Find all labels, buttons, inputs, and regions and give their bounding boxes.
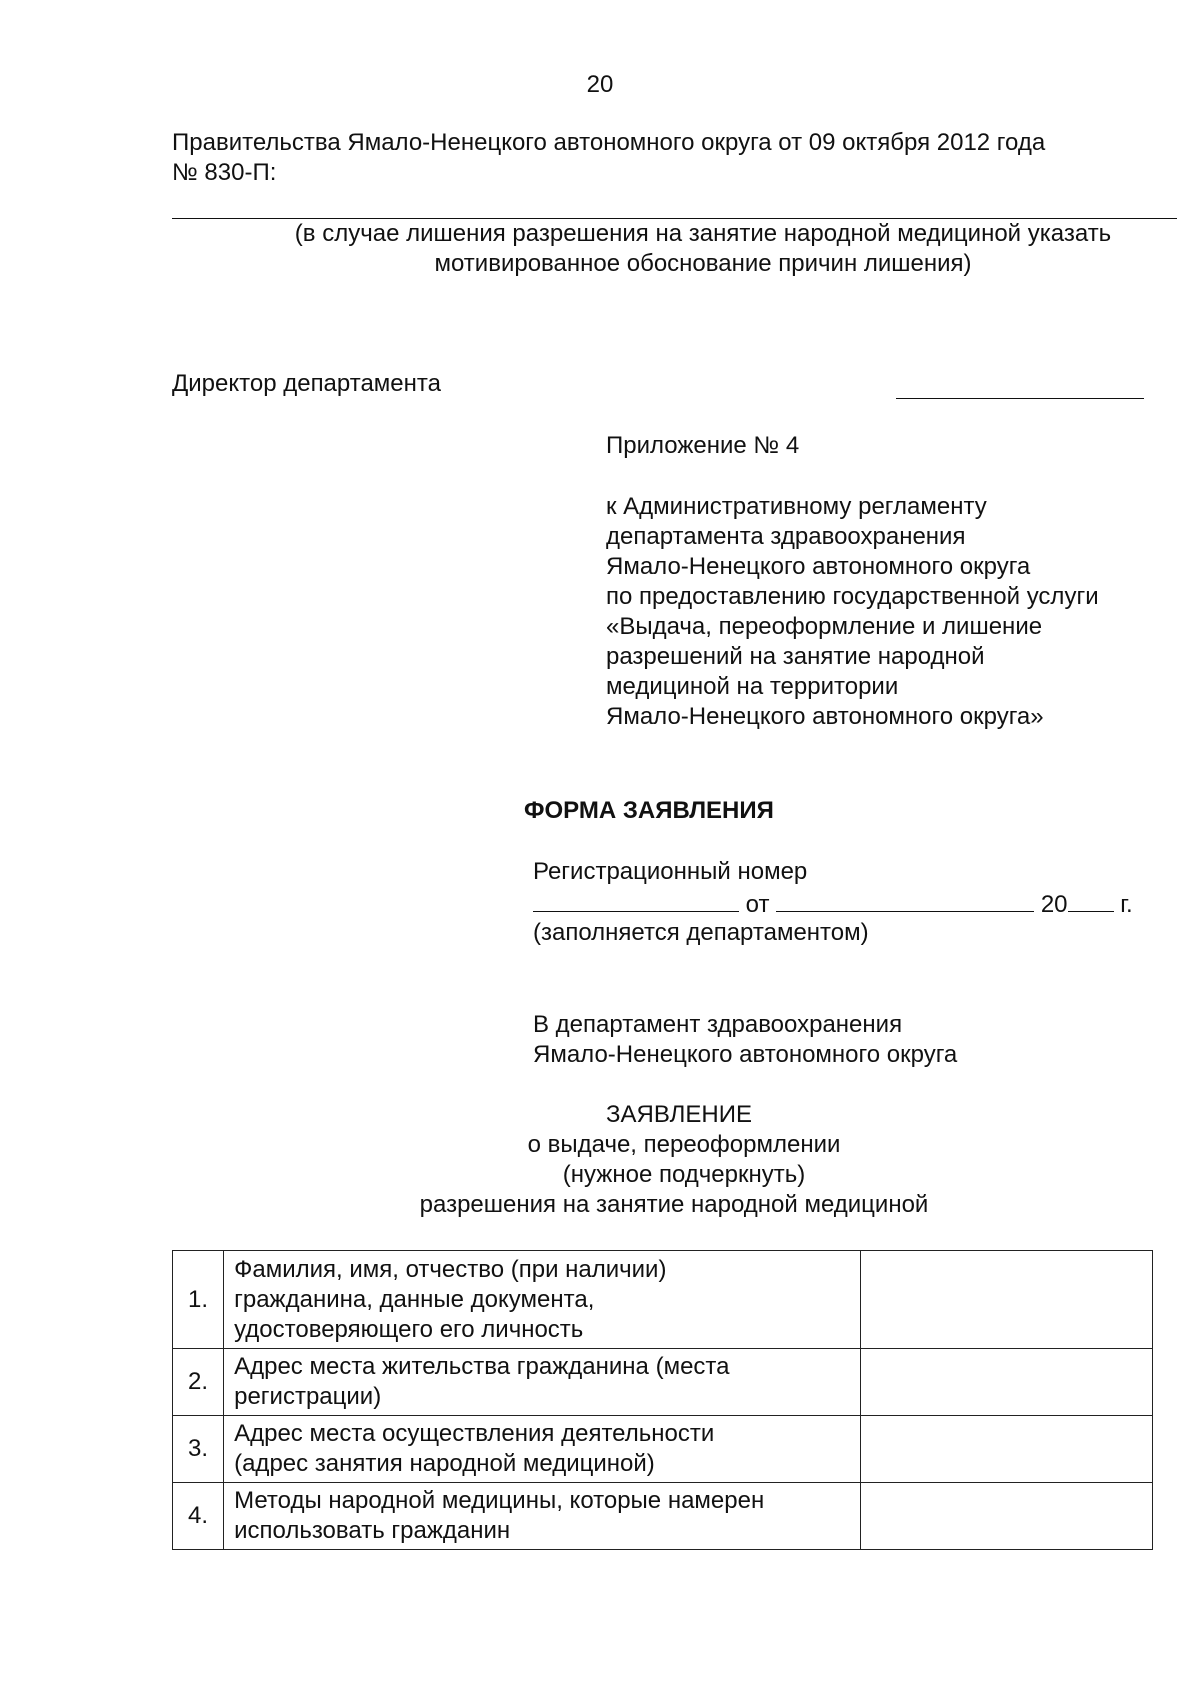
registration-year-field[interactable] [1068, 887, 1114, 912]
deprivation-note-line: (в случае лишения разрешения на занятие народной медициной указать [294, 220, 1112, 247]
row-description-line: гражданина, данные документа, [234, 1285, 595, 1313]
row-description [224, 1483, 861, 1550]
appendix-line: Ямало-Ненецкого автономного округа» [606, 703, 1044, 730]
application-title-line: ЗАЯВЛЕНИЕ [606, 1101, 752, 1128]
table-row [173, 1416, 1153, 1483]
table-row [173, 1349, 1153, 1416]
appendix-line: разрешений на занятие народной [606, 643, 985, 670]
registration-from-word: от [745, 891, 770, 918]
row-description [224, 1349, 861, 1416]
row-value-field[interactable] [860, 1251, 1152, 1349]
appendix-number: Приложение № 4 [606, 432, 800, 459]
row-description [224, 1416, 861, 1483]
decree-reference-line: Правительства Ямало-Ненецкого автономного округа от 09 октября 2012 года [172, 129, 1046, 156]
form-title: ФОРМА ЗАЯВЛЕНИЯ [524, 797, 774, 824]
row-description-line: (адрес занятия народной медициной) [234, 1450, 655, 1477]
appendix-line: департамента здравоохранения [606, 523, 966, 550]
row-description-line: удостоверяющего его личность [234, 1315, 584, 1343]
table-row [173, 1483, 1153, 1550]
application-title [172, 1100, 1176, 1220]
registration-number-field[interactable] [533, 887, 739, 912]
row-description-line: использовать гражданин [234, 1517, 511, 1544]
appendix-line: по предоставлению государственной услуги [606, 583, 1099, 610]
page-number: 20 [586, 71, 614, 98]
row-description-line: регистрации) [234, 1383, 382, 1410]
row-value-field[interactable] [860, 1416, 1152, 1483]
row-number: 3. [173, 1416, 224, 1483]
decree-number: № 830-П: [172, 159, 277, 186]
registration-hint: (заполняется департаментом) [533, 919, 869, 946]
appendix-line: медициной на территории [606, 673, 899, 700]
director-signature-field[interactable] [896, 398, 1144, 399]
row-description-line: Адрес места жительства гражданина (места [234, 1353, 730, 1380]
row-number: 2. [173, 1349, 224, 1416]
deprivation-note [230, 219, 1176, 279]
row-description-line: Фамилия, имя, отчество (при наличии) [234, 1255, 667, 1283]
appendix-description [606, 492, 1099, 732]
row-number: 4. [173, 1483, 224, 1550]
row-value-field[interactable] [860, 1483, 1152, 1550]
recipient [533, 1010, 957, 1070]
application-title-line: о выдаче, переоформлении [527, 1131, 841, 1158]
registration-row [533, 887, 1133, 920]
recipient-line: Ямало-Ненецкого автономного округа [533, 1041, 958, 1068]
registration-label: Регистрационный номер [533, 858, 808, 885]
recipient-line: В департамент здравоохранения [533, 1011, 903, 1038]
deprivation-note-line: мотивированное обоснование причин лишения) [434, 250, 972, 277]
row-description-line: Адрес места осуществления деятельности [234, 1420, 715, 1447]
row-description-line: Методы народной медицины, которые намерен [234, 1487, 765, 1514]
director-label: Директор департамента [172, 370, 441, 397]
appendix-line: к Административному регламенту [606, 493, 987, 520]
appendix-line: «Выдача, переоформление и лишение [606, 613, 1043, 640]
appendix-line: Ямало-Ненецкого автономного округа [606, 553, 1031, 580]
registration-date-field[interactable] [776, 887, 1034, 912]
row-value-field[interactable] [860, 1349, 1152, 1416]
registration-year-suffix: г. [1120, 891, 1133, 918]
registration-year-prefix: 20 [1040, 891, 1068, 918]
row-number: 1. [173, 1251, 224, 1349]
application-title-line: разрешения на занятие народной медициной [419, 1191, 929, 1218]
table-row [173, 1251, 1153, 1349]
application-title-line: (нужное подчеркнуть) [562, 1161, 806, 1188]
row-description [224, 1251, 861, 1349]
application-table [172, 1250, 1153, 1550]
